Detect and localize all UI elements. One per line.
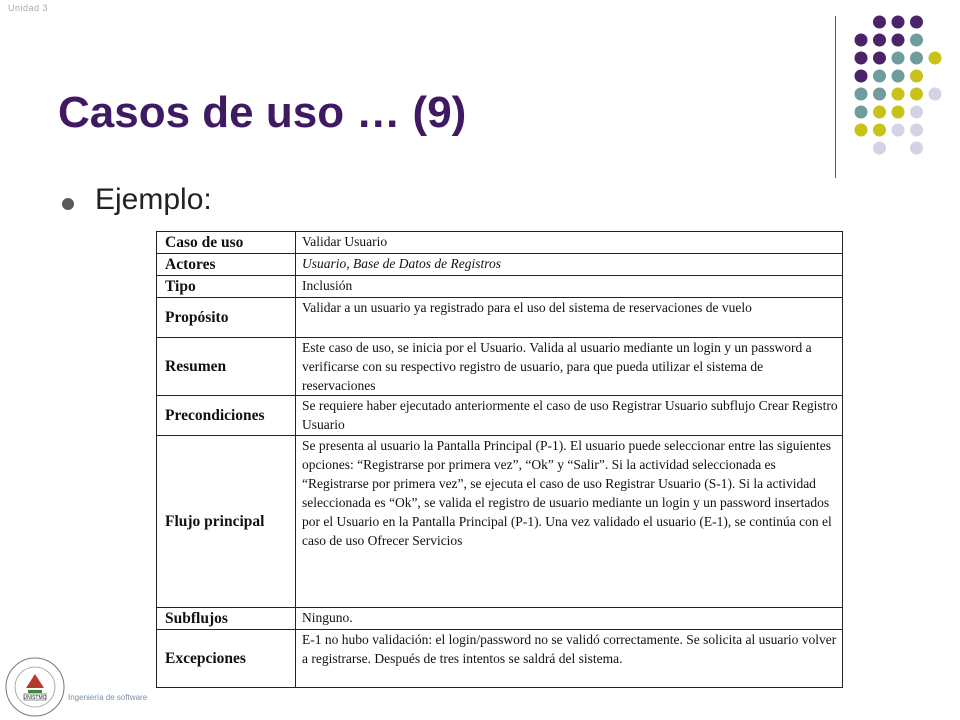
table-row (157, 436, 843, 608)
decorative-dot (910, 124, 923, 137)
row-label: Resumen (157, 338, 296, 396)
decorative-dot (873, 88, 886, 101)
bullet-text: Ejemplo: (95, 183, 212, 216)
decorative-dot (873, 124, 886, 137)
table-row (157, 298, 843, 338)
logo-lettering: UNISTMO (23, 695, 47, 701)
row-value (296, 276, 843, 298)
row-label: Actores (157, 254, 296, 276)
decorative-dot (910, 142, 923, 155)
decorative-dot (892, 106, 905, 119)
value-text: Usuario, Base de Datos de Registros (302, 256, 501, 271)
value-text: Este caso de uso, se inicia por el Usuario. Valida al usuario mediante un login y un password a verificarse con su respectivo registro de usuario, para que pueda utilizar el sistema de reservaciones (302, 340, 812, 393)
table-row (157, 276, 843, 298)
table-row (157, 338, 843, 396)
decorative-dot (873, 106, 886, 119)
row-label: Excepciones (157, 630, 296, 688)
decorative-dot (873, 70, 886, 83)
decorative-dot (892, 70, 905, 83)
value-text: Se presenta al usuario la Pantalla Principal (P-1). El usuario puede seleccionar entre las siguientes opciones: “Registrarse por primera vez”, “Ok” y “Salir”. Si la actividad seleccionada es “Registrarse por primera vez”, se ejecuta el caso de uso Registrar Usuario (S-1). Si la actividad seleccionada es “Ok”, se valida el registro de usuario mediante un login y un password insertados por el Usuario en la Pantalla Principal (P-1). Una vez validado el usuario (E-1), se continúa con el caso de uso Ofrecer Servicios (302, 438, 832, 548)
table-row (157, 608, 843, 630)
decorative-dot (892, 52, 905, 65)
decorative-dot (910, 34, 923, 47)
decorative-dot (910, 16, 923, 29)
row-value (296, 254, 843, 276)
table-row (157, 396, 843, 436)
decorative-dot (892, 16, 905, 29)
decorative-dot (929, 52, 942, 65)
row-label: Propósito (157, 298, 296, 338)
value-text: E-1 no hubo validación: el login/password no se validó correctamente. Se solicita al usuario volver a registrarse. Después de tres intentos se saldrá del sistema. (302, 632, 837, 666)
decorative-dot (855, 88, 868, 101)
row-label: Caso de uso (157, 232, 296, 254)
decorative-dot (873, 52, 886, 65)
row-value (296, 298, 843, 338)
slide-title: Casos de uso … (9) (58, 88, 467, 137)
value-text: Ninguno. (302, 610, 353, 625)
decorative-dot (892, 124, 905, 137)
footer-course-label: Ingeniería de software (68, 693, 148, 702)
row-value (296, 396, 843, 436)
table-row (157, 232, 843, 254)
decorative-dot (855, 124, 868, 137)
row-value (296, 232, 843, 254)
unit-label: Unidad 3 (8, 3, 49, 13)
row-value (296, 436, 843, 608)
row-value (296, 338, 843, 396)
table-row (157, 630, 843, 688)
decorative-dot (873, 16, 886, 29)
vertical-divider (835, 16, 836, 178)
decorative-dot (910, 88, 923, 101)
university-seal-logo (4, 656, 66, 718)
use-case-table (156, 231, 843, 688)
value-text: Validar Usuario (302, 234, 388, 249)
bullet-dot-icon (62, 198, 74, 210)
row-value (296, 608, 843, 630)
table-row (157, 254, 843, 276)
decorative-dot (873, 34, 886, 47)
decorative-dot (855, 34, 868, 47)
decorative-dot (855, 70, 868, 83)
value-text: Se requiere haber ejecutado anteriormente el caso de uso Registrar Usuario subflujo Crear Registro Usuario (302, 398, 838, 432)
decorative-dot (892, 88, 905, 101)
decorative-dot (929, 88, 942, 101)
row-value (296, 630, 843, 688)
decorative-dot (910, 106, 923, 119)
decorative-dot (910, 52, 923, 65)
row-label: Precondiciones (157, 396, 296, 436)
value-text: Validar a un usuario ya registrado para el uso del sistema de reservaciones de vuelo (302, 300, 752, 315)
decorative-dot (910, 70, 923, 83)
decorative-dot (855, 52, 868, 65)
decorative-dot (892, 34, 905, 47)
row-label: Flujo principal (157, 436, 296, 608)
row-label: Tipo (157, 276, 296, 298)
decorative-dot (855, 106, 868, 119)
decorative-dot (873, 142, 886, 155)
row-label: Subflujos (157, 608, 296, 630)
value-text: Inclusión (302, 278, 353, 293)
